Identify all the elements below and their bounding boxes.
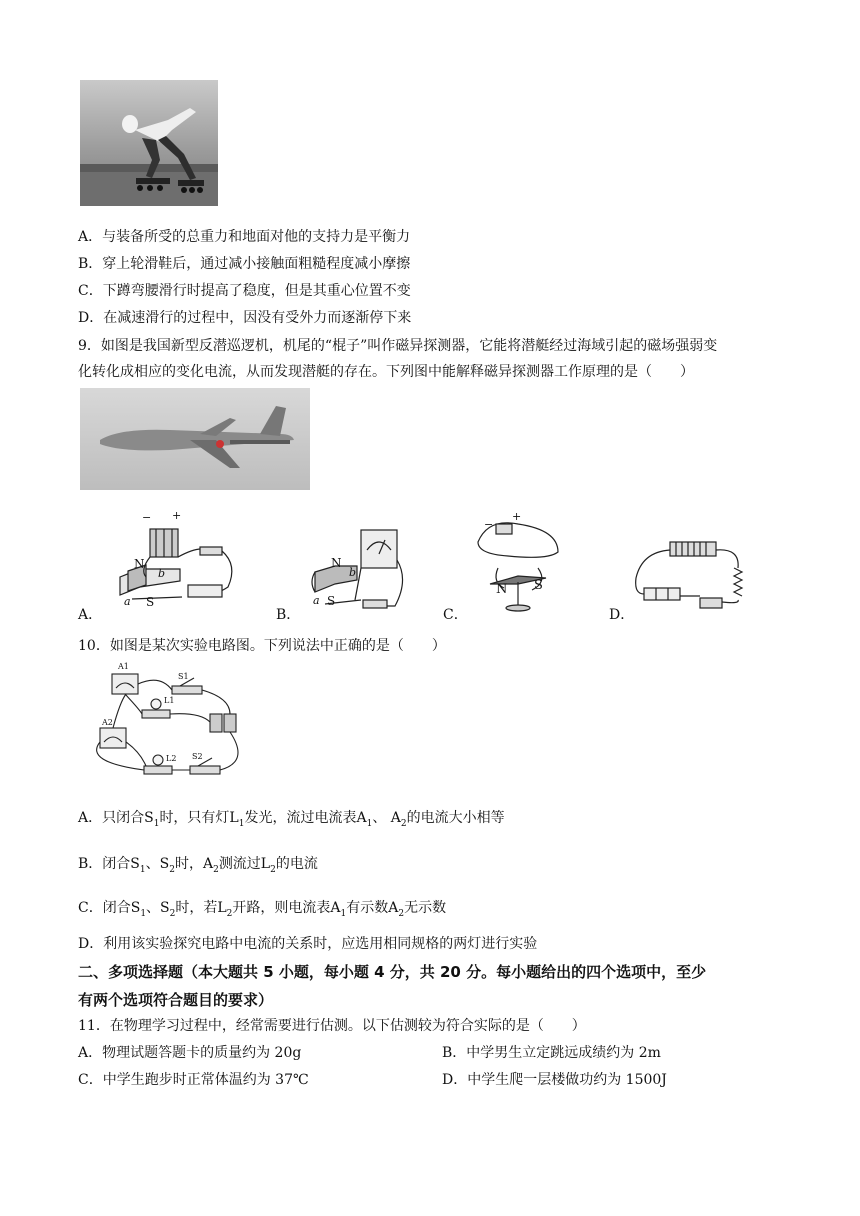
fig-b-b-label: b bbox=[349, 566, 357, 579]
circuit-s2-label: S2 bbox=[192, 752, 203, 761]
skater-photo bbox=[80, 80, 218, 206]
fig-a-minus: − bbox=[142, 511, 152, 524]
circuit-l1-label: L1 bbox=[164, 696, 175, 705]
fig-a-b-label: b bbox=[158, 567, 166, 580]
q9-figure-d bbox=[630, 538, 760, 618]
q10-circuit-figure bbox=[80, 662, 255, 782]
section2-heading-line1: 二、多项选择题（本大题共 5 小题，每小题 4 分，共 20 分。每小题给出的四个选项中，至少 bbox=[78, 963, 707, 981]
q10-option-d: D．利用该实验探究电路中电流的关系时，应选用相同规格的两灯进行实验 bbox=[78, 936, 538, 952]
q11-option-d: D．中学生爬一层楼做功约为 1500J bbox=[442, 1072, 667, 1088]
fig-c-n-pole: N bbox=[496, 582, 508, 597]
q9-stem-line2: 化转化成相应的变化电流，从而发现潜艇的存在。下列图中能解释磁异探测器工作原理的是（ ） bbox=[78, 364, 694, 380]
fig-a-n-pole: N bbox=[134, 557, 145, 571]
q9-option-c-label: C． bbox=[443, 607, 468, 623]
q9-option-b-label: B． bbox=[276, 607, 301, 623]
q11-option-b: B．中学男生立定跳远成绩约为 2m bbox=[442, 1045, 661, 1061]
q11-option-c: C．中学生跑步时正常体温约为 37℃ bbox=[78, 1072, 309, 1088]
fig-b-s-pole: S bbox=[327, 594, 336, 608]
fig-c-minus: − bbox=[484, 518, 494, 531]
q10-option-c: C．闭合$S_1$、$S_2$时，若$L_2$开路，则电流表$A_1$有示数$A_2$无示数 bbox=[78, 900, 447, 919]
circuit-l2-label: L2 bbox=[166, 754, 177, 763]
circuit-a1-label: A1 bbox=[118, 662, 129, 671]
circuit-a2-label: A2 bbox=[102, 718, 113, 727]
q9-option-a-label: A． bbox=[78, 607, 103, 623]
section2-heading-line2: 有两个选项符合题目的要求） bbox=[78, 991, 274, 1009]
q9-option-d-label: D． bbox=[609, 607, 635, 623]
q9-figure-c bbox=[468, 512, 578, 617]
q11-option-a: A．物理试题答题卡的质量约为 20g bbox=[78, 1045, 302, 1061]
q8-option-b: B．穿上轮滑鞋后，通过减小接触面粗糙程度减小摩擦 bbox=[78, 256, 411, 272]
q11-stem: 11．在物理学习过程中，经常需要进行估测。以下估测较为符合实际的是（ ） bbox=[78, 1018, 586, 1034]
fig-a-s-pole: S bbox=[146, 595, 155, 609]
fig-a-a-label: a bbox=[124, 595, 131, 608]
q9-figure-a bbox=[110, 509, 240, 615]
circuit-s1-label: S1 bbox=[178, 672, 189, 681]
fig-c-s-pole: S bbox=[534, 578, 543, 593]
q8-option-a: A．与装备所受的总重力和地面对他的支持力是平衡力 bbox=[78, 229, 411, 245]
fig-c-plus: + bbox=[512, 510, 522, 523]
fig-b-a-label: a bbox=[313, 594, 320, 607]
q8-option-d: D．在减速滑行的过程中，因没有受外力而逐渐停下来 bbox=[78, 310, 412, 326]
q10-option-b: B．闭合$S_1$、$S_2$时，$A_2$测流过$L_2$的电流 bbox=[78, 856, 318, 875]
fig-b-n-pole: N bbox=[331, 556, 342, 570]
q10-option-a: A．只闭合$S_1$时，只有灯$L_1$发光，流过电流表$A_1$、 $A_2$的电流大小相等 bbox=[78, 810, 505, 829]
q9-figure-b bbox=[305, 520, 415, 615]
q8-option-c: C．下蹲弯腰滑行时提高了稳度，但是其重心位置不变 bbox=[78, 283, 411, 299]
patrol-aircraft-photo bbox=[80, 388, 310, 490]
q9-stem-line1: 9．如图是我国新型反潜巡逻机，机尾的“棍子”叫作磁异探测器，它能将潜艇经过海域引起的磁场强弱变 bbox=[78, 338, 718, 354]
q10-stem: 10．如图是某次实验电路图。下列说法中正确的是（ ） bbox=[78, 638, 446, 654]
fig-a-plus: + bbox=[172, 509, 182, 522]
